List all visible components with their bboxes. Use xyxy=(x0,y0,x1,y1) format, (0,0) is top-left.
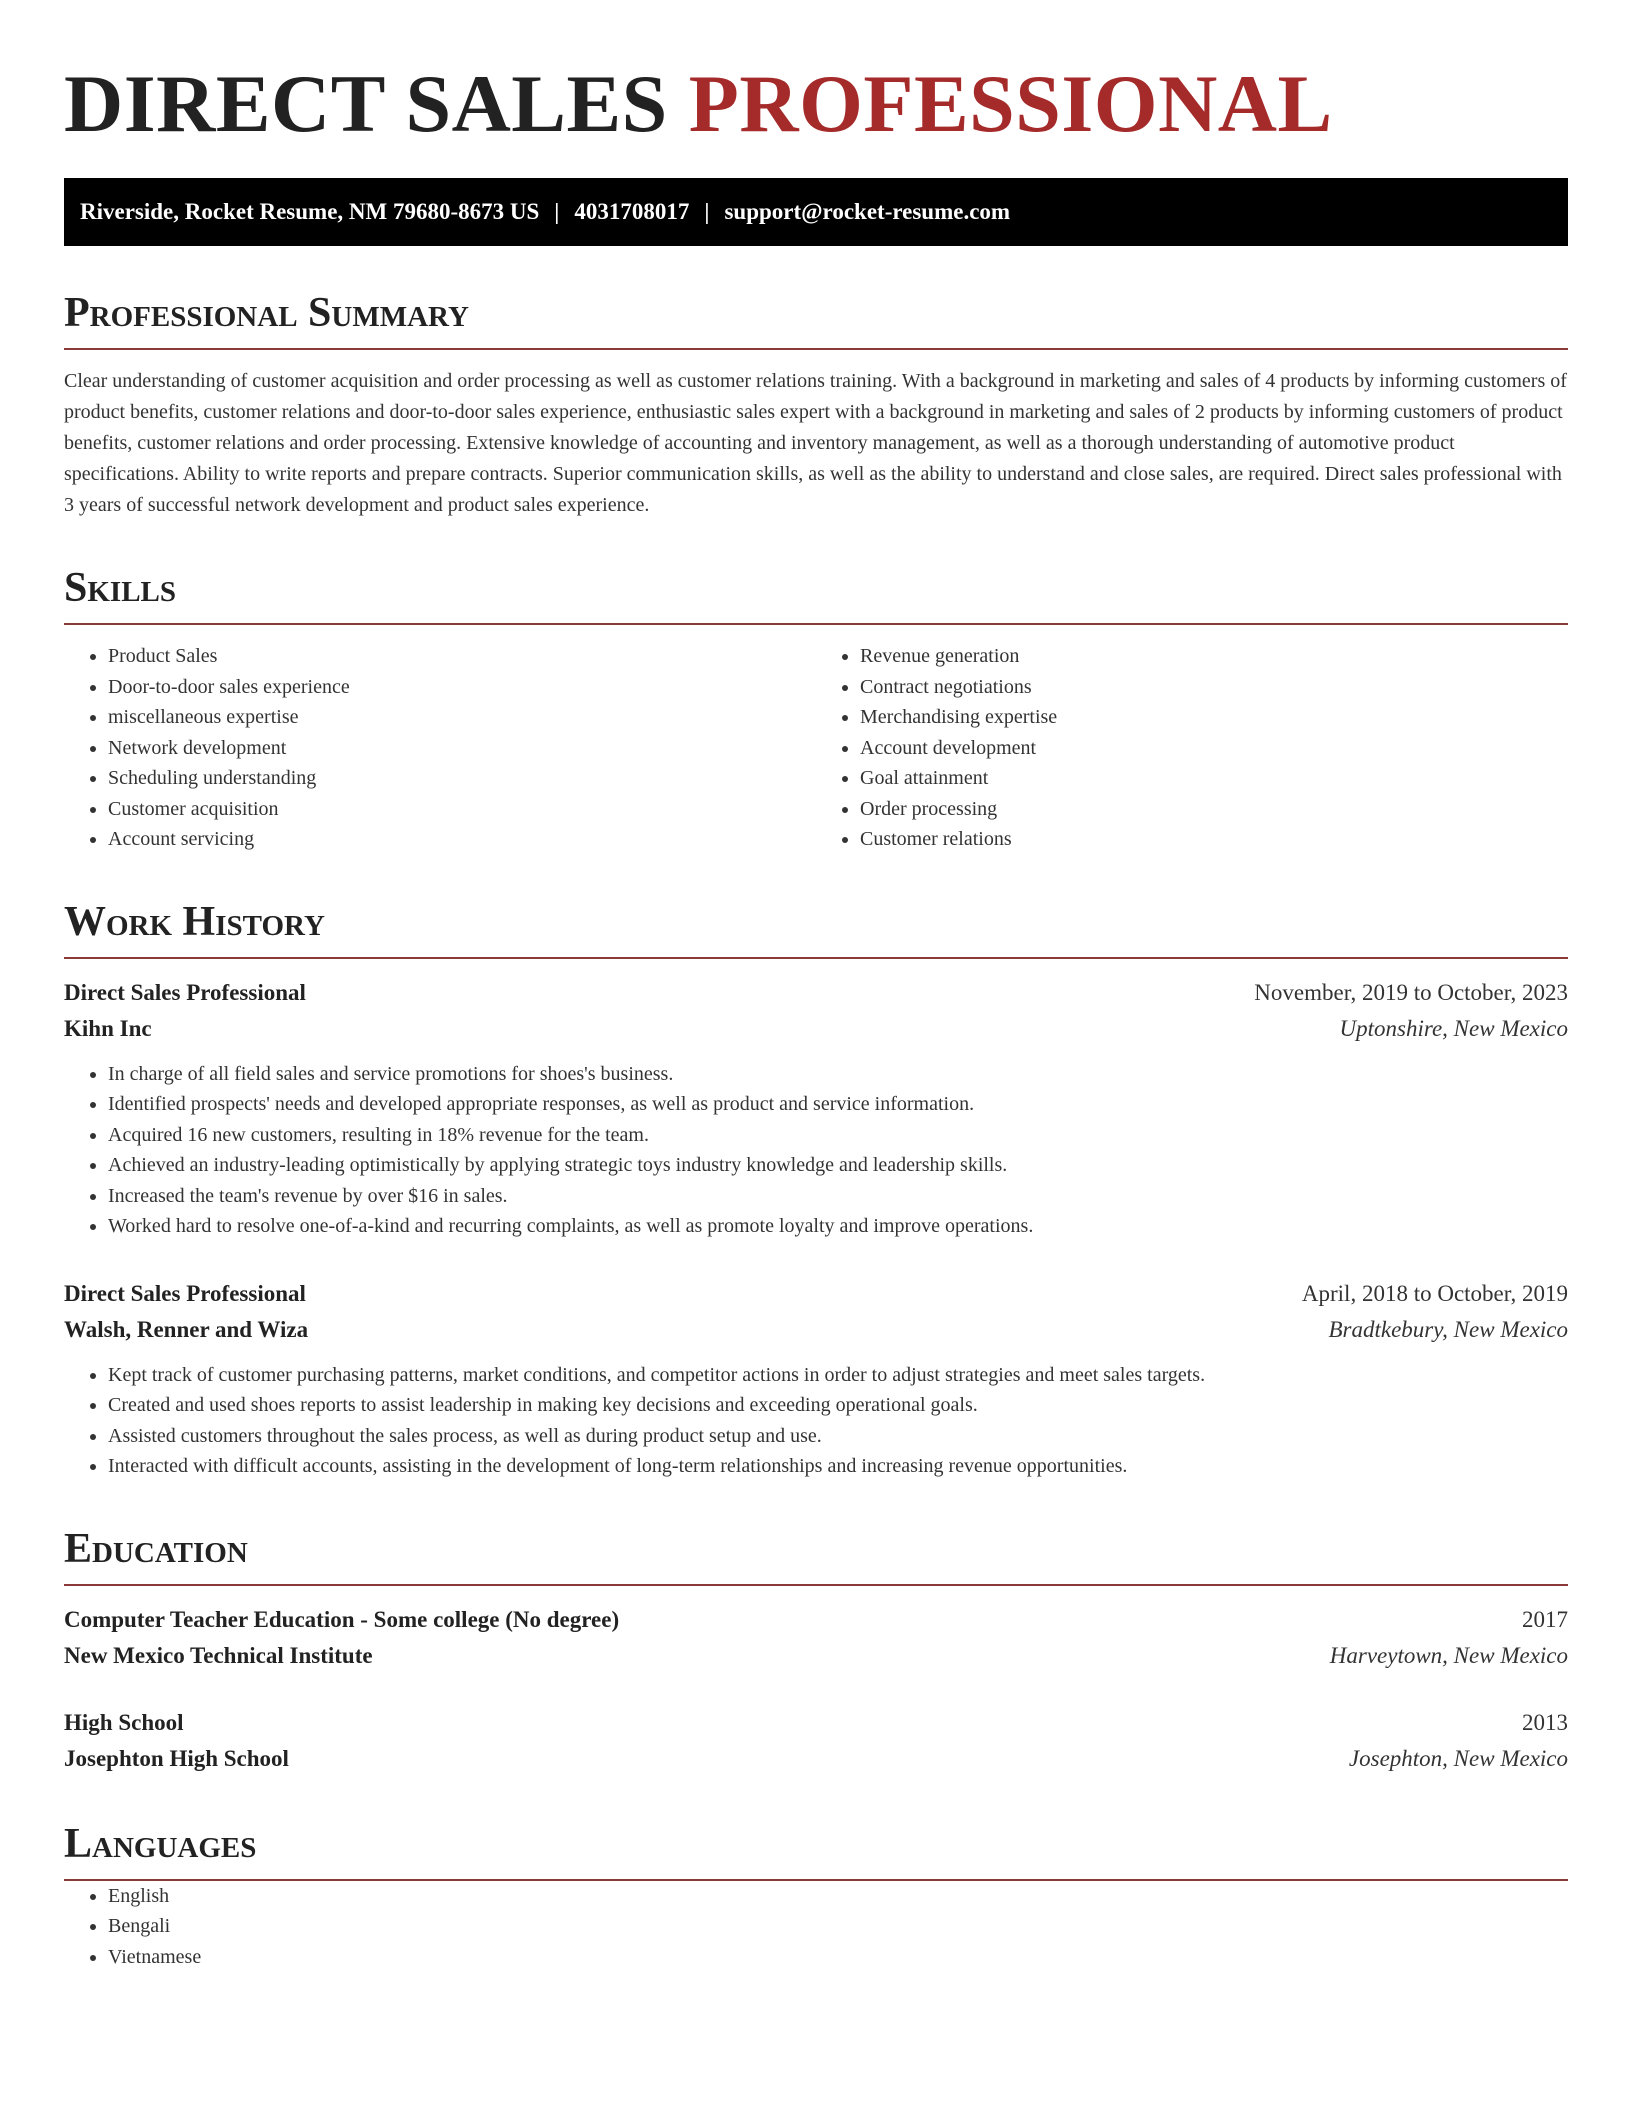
job-bullet: • Assisted customers throughout the sales process, as well as during product setup and use. xyxy=(108,1421,1568,1452)
job-title: Direct Sales Professional xyxy=(64,979,306,1005)
skills-heading: Skills xyxy=(64,563,1568,625)
job-bullet: • In charge of all field sales and service promotions for shoes's business. xyxy=(108,1059,1568,1090)
job-bullet: • Increased the team's revenue by over $16 in sales. xyxy=(108,1181,1568,1212)
education-section xyxy=(64,1524,1568,1777)
resume-name xyxy=(64,58,1568,150)
job-title: Direct Sales Professional xyxy=(64,1280,306,1306)
education-location: Harveytown, New Mexico xyxy=(1329,1642,1568,1668)
work-history-section xyxy=(64,897,1568,1482)
job-dates: November, 2019 to October, 2023 xyxy=(1254,979,1568,1005)
education-degree: High School xyxy=(64,1709,184,1735)
contact-separator: | xyxy=(554,199,560,224)
skills-list-right xyxy=(816,641,1568,855)
job-header-row xyxy=(64,975,1568,1011)
job-bullet: • Achieved an industry-leading optimistically by applying strategic toys industry knowledge and leadership skills. xyxy=(108,1150,1568,1181)
job-bullet: • Kept track of customer purchasing patterns, market conditions, and competitor actions in order to adjust strategies and meet sales targets. xyxy=(108,1360,1568,1391)
contact-address: Riverside, Rocket Resume, NM 79680-8673 US xyxy=(80,199,540,224)
education-school: New Mexico Technical Institute xyxy=(64,1642,373,1668)
job-company: Walsh, Renner and Wiza xyxy=(64,1316,309,1342)
skills-section xyxy=(64,563,1568,855)
summary-text: Clear understanding of customer acquisition and order processing as well as customer relations training. With a background in marketing and sales of 4 products by informing customers of product benefits, customer relations and door-to-door sales experience, enthusiastic sales expert with a background in marketing and sales of 2 products by informing customers of product benefits, customer relations and order processing. Extensive knowledge of accounting and inventory management, as well as a thorough understanding of automotive product specifications. Ability to write reports and prepare contracts. Superior communication skills, as well as the ability to understand and close sales, are required. Direct sales professional with 3 years of successful network development and product sales experience. xyxy=(64,370,1567,516)
skill-item: • Account development xyxy=(860,733,1568,764)
skill-item: • Revenue generation xyxy=(860,641,1568,672)
skill-item: • miscellaneous expertise xyxy=(108,702,816,733)
skill-item: • Goal attainment xyxy=(860,763,1568,794)
summary-section xyxy=(64,288,1568,521)
skill-item: • Scheduling understanding xyxy=(108,763,816,794)
skill-item: • Order processing xyxy=(860,794,1568,825)
name-first: DIRECT SALES xyxy=(64,58,668,149)
job-location: Bradtkebury, New Mexico xyxy=(1328,1316,1568,1342)
name-accent: PROFESSIONAL xyxy=(688,58,1333,149)
education-year: 2013 xyxy=(1522,1709,1568,1735)
skills-columns xyxy=(64,641,1568,855)
education-year: 2017 xyxy=(1522,1606,1568,1632)
education-degree: Computer Teacher Education - Some college (No degree) xyxy=(64,1606,620,1632)
job-bullets xyxy=(64,1360,1568,1482)
skill-item: • Customer acquisition xyxy=(108,794,816,825)
language-item: • Bengali xyxy=(108,1911,1568,1942)
job-bullet: • Created and used shoes reports to assist leadership in making key decisions and exceeding operational goals. xyxy=(108,1390,1568,1421)
job-location: Uptonshire, New Mexico xyxy=(1339,1015,1568,1041)
languages-section xyxy=(64,1819,1568,1973)
job-company-row xyxy=(64,1312,1568,1348)
education-school-row xyxy=(64,1638,1568,1674)
skills-list-left xyxy=(64,641,816,855)
summary-heading: Professional Summary xyxy=(64,288,1568,350)
work-history-heading: Work History xyxy=(64,897,1568,959)
skill-item: • Product Sales xyxy=(108,641,816,672)
languages-heading: Languages xyxy=(64,1819,1568,1881)
skill-item: • Network development xyxy=(108,733,816,764)
job-header-row xyxy=(64,1276,1568,1312)
job-entry xyxy=(64,975,1568,1242)
education-heading: Education xyxy=(64,1524,1568,1586)
job-bullet: • Identified prospects' needs and developed appropriate responses, as well as product and service information. xyxy=(108,1089,1568,1120)
skill-item: • Door-to-door sales experience xyxy=(108,672,816,703)
contact-phone[interactable]: 4031708017 xyxy=(574,199,690,224)
language-item: • Vietnamese xyxy=(108,1942,1568,1973)
skill-item: • Customer relations xyxy=(860,824,1568,855)
contact-email[interactable]: support@rocket-resume.com xyxy=(724,199,1011,224)
job-bullets xyxy=(64,1059,1568,1242)
contact-bar xyxy=(64,178,1568,246)
language-item: • English xyxy=(108,1881,1568,1912)
education-entry xyxy=(64,1705,1568,1777)
job-bullet: • Acquired 16 new customers, resulting in 18% revenue for the team. xyxy=(108,1120,1568,1151)
skill-item: • Merchandising expertise xyxy=(860,702,1568,733)
job-bullet: • Worked hard to resolve one-of-a-kind and recurring complaints, as well as promote loyalty and improve operations. xyxy=(108,1211,1568,1242)
education-location: Josephton, New Mexico xyxy=(1348,1745,1568,1771)
job-bullet: • Interacted with difficult accounts, assisting in the development of long-term relationships and increasing revenue opportunities. xyxy=(108,1451,1568,1482)
skill-item: • Account servicing xyxy=(108,824,816,855)
job-dates: April, 2018 to October, 2019 xyxy=(1301,1280,1568,1306)
skill-item: • Contract negotiations xyxy=(860,672,1568,703)
job-company-row xyxy=(64,1011,1568,1047)
languages-list xyxy=(64,1881,1568,1973)
education-entry xyxy=(64,1602,1568,1674)
education-school-row xyxy=(64,1741,1568,1777)
education-degree-row xyxy=(64,1705,1568,1741)
education-school: Josephton High School xyxy=(64,1745,289,1771)
education-degree-row xyxy=(64,1602,1568,1638)
job-entry xyxy=(64,1276,1568,1482)
job-company: Kihn Inc xyxy=(64,1015,152,1041)
contact-separator: | xyxy=(704,199,710,224)
